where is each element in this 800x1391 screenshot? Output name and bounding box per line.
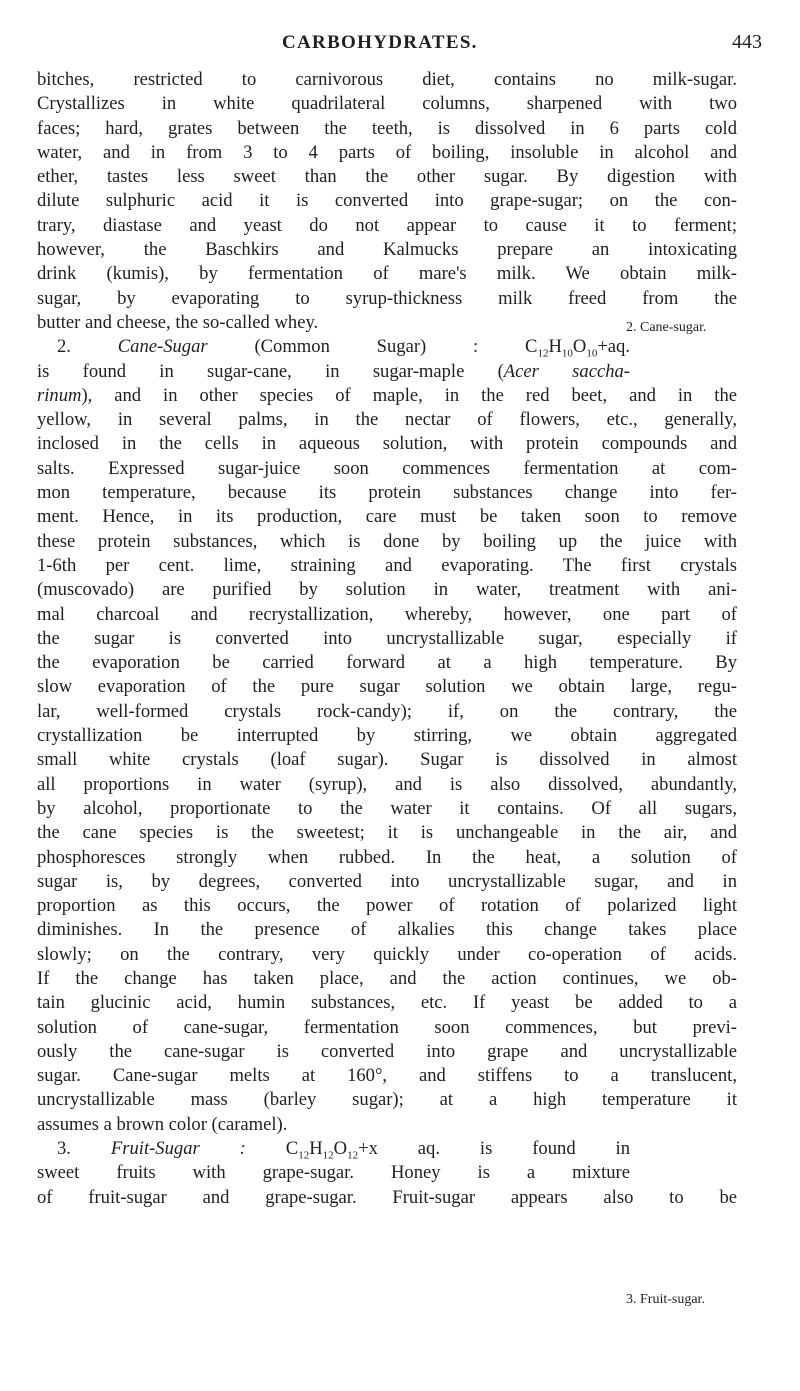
text-line: slowly; on the contrary, very quickly under co-operation of acids. — [37, 943, 737, 965]
text-line: however, the Baschkirs and Kalmucks prepare an intoxicating — [37, 239, 737, 261]
text-line: the evaporation be carried forward at a high temperature. By — [37, 652, 737, 674]
text-line: mon temperature, because its protein substances change into fer- — [37, 482, 737, 504]
fruit-sugar-heading-line — [37, 1137, 630, 1161]
cane-sugar-number: 2. — [57, 336, 71, 358]
text-line: 1-6th per cent. lime, straining and evaporating. The first crystals — [37, 554, 737, 576]
fruit-sugar-number: 3. — [57, 1138, 71, 1160]
text-line: the sugar is converted into uncrystallizable sugar, especially if — [37, 627, 737, 649]
running-head — [0, 32, 800, 62]
text-line: Crystallizes in white quadrilateral columns, sharpened with two — [37, 93, 737, 115]
text-line: mal charcoal and recrystallization, whereby, however, one part of — [37, 603, 737, 625]
text-line: phosphoresces strongly when rubbed. In the heat, a solution of — [37, 846, 737, 868]
latin-name: rinum — [37, 384, 82, 406]
cane-sugar-name: Cane-Sugar — [117, 336, 208, 358]
fruit-sugar-formula: $C_{12}H_{12}O_{12}+x$ aq. is found in — [285, 1138, 631, 1162]
text-line: faces; hard, grates between the teeth, is dissolved in 6 parts cold — [37, 117, 737, 139]
cane-sugar-heading-line — [37, 335, 630, 359]
text-line: sugar. Cane-sugar melts at 160°, and stiffens to a translucent, — [37, 1065, 737, 1087]
text-line: ously the cane-sugar is converted into grape and uncrystallizable — [37, 1040, 737, 1062]
text-line: rinum), and in other species of maple, in the red beet, and in the — [37, 384, 737, 406]
text-line: ment. Hence, in its production, care must be taken soon to remove — [37, 506, 737, 528]
text-line: dilute sulphuric acid it is converted into grape-sugar; on the con- — [37, 190, 737, 212]
text-line: crystallization be interrupted by stirring, we obtain aggregated — [37, 725, 737, 747]
text-line: small white crystals (loaf sugar). Sugar is dissolved in almost — [37, 749, 737, 771]
text-line: If the change has taken place, and the action continues, we ob- — [37, 967, 737, 989]
margin-note-fruit-sugar: 3. Fruit-sugar. — [626, 1292, 705, 1307]
text-line: butter and cheese, the so-called whey. — [37, 311, 319, 333]
text-line: bitches, restricted to carnivorous diet, contains no milk-sugar. — [37, 69, 737, 90]
text-line: sugar, by evaporating to syrup-thickness milk freed from the — [37, 287, 737, 309]
text-line: of fruit-sugar and grape-sugar. Fruit-sugar appears also to be — [37, 1186, 737, 1208]
text-line: yellow, in several palms, in the nectar of flowers, etc., generally, — [37, 409, 737, 431]
text-line: drink (kumis), by fermentation of mare's milk. We obtain milk- — [37, 263, 737, 285]
text-line: the cane species is the sweetest; it is unchangeable in the air, and — [37, 822, 737, 844]
text-line: slow evaporation of the pure sugar solution we obtain large, regu- — [37, 676, 737, 698]
text-line: diminishes. In the presence of alkalies this change takes place — [37, 919, 737, 941]
running-title: CARBOHYDRATES. — [282, 32, 478, 53]
fruit-sugar-name: Fruit-Sugar : — [110, 1138, 246, 1160]
text-line: tain glucinic acid, humin substances, etc. If yeast be added to a — [37, 992, 737, 1014]
text-line: sweet fruits with grape-sugar. Honey is a mixture — [37, 1162, 630, 1184]
text-line: uncrystallizable mass (barley sugar); at a high temperature it — [37, 1089, 737, 1111]
text-line: (muscovado) are purified by solution in water, treatment with ani- — [37, 579, 737, 601]
text-line: solution of cane-sugar, fermentation soon commences, but previ- — [37, 1016, 737, 1038]
text-line: water, and in from 3 to 4 parts of boiling, insoluble in alcohol and — [37, 141, 737, 163]
cane-sugar-common-name: (Common Sugar) : — [254, 336, 479, 358]
text-line: by alcohol, proportionate to the water it contains. Of all sugars, — [37, 797, 737, 819]
text-line: salts. Expressed sugar-juice soon commences fermentation at com- — [37, 457, 737, 479]
body-text — [37, 68, 737, 1210]
text-line: proportion as this occurs, the power of rotation of polarized light — [37, 895, 737, 917]
text-line: is found in sugar-cane, in sugar-maple (Acer saccha- — [37, 360, 630, 382]
text-line: trary, diastase and yeast do not appear to cause it to ferment; — [37, 214, 737, 236]
text-line: all proportions in water (syrup), and is also dissolved, abundantly, — [37, 773, 737, 795]
text-line: ether, tastes less sweet than the other sugar. By digestion with — [37, 166, 737, 188]
text-line: lar, well-formed crystals rock-candy); if, on the contrary, the — [37, 700, 737, 722]
text-line: assumes a brown color (caramel). — [37, 1113, 288, 1135]
page-number: 443 — [732, 31, 762, 53]
text-line: inclosed in the cells in aqueous solution, with protein compounds and — [37, 433, 737, 455]
cane-sugar-formula: $C_{12}H_{10}O_{10}+aq$. — [525, 336, 630, 360]
text-line: sugar is, by degrees, converted into uncrystallizable sugar, and in — [37, 870, 737, 892]
text-line: these protein substances, which is done by boiling up the juice with — [37, 530, 737, 552]
margin-note-cane-sugar: 2. Cane-sugar. — [626, 320, 707, 335]
latin-name: Acer saccha- — [503, 360, 630, 382]
